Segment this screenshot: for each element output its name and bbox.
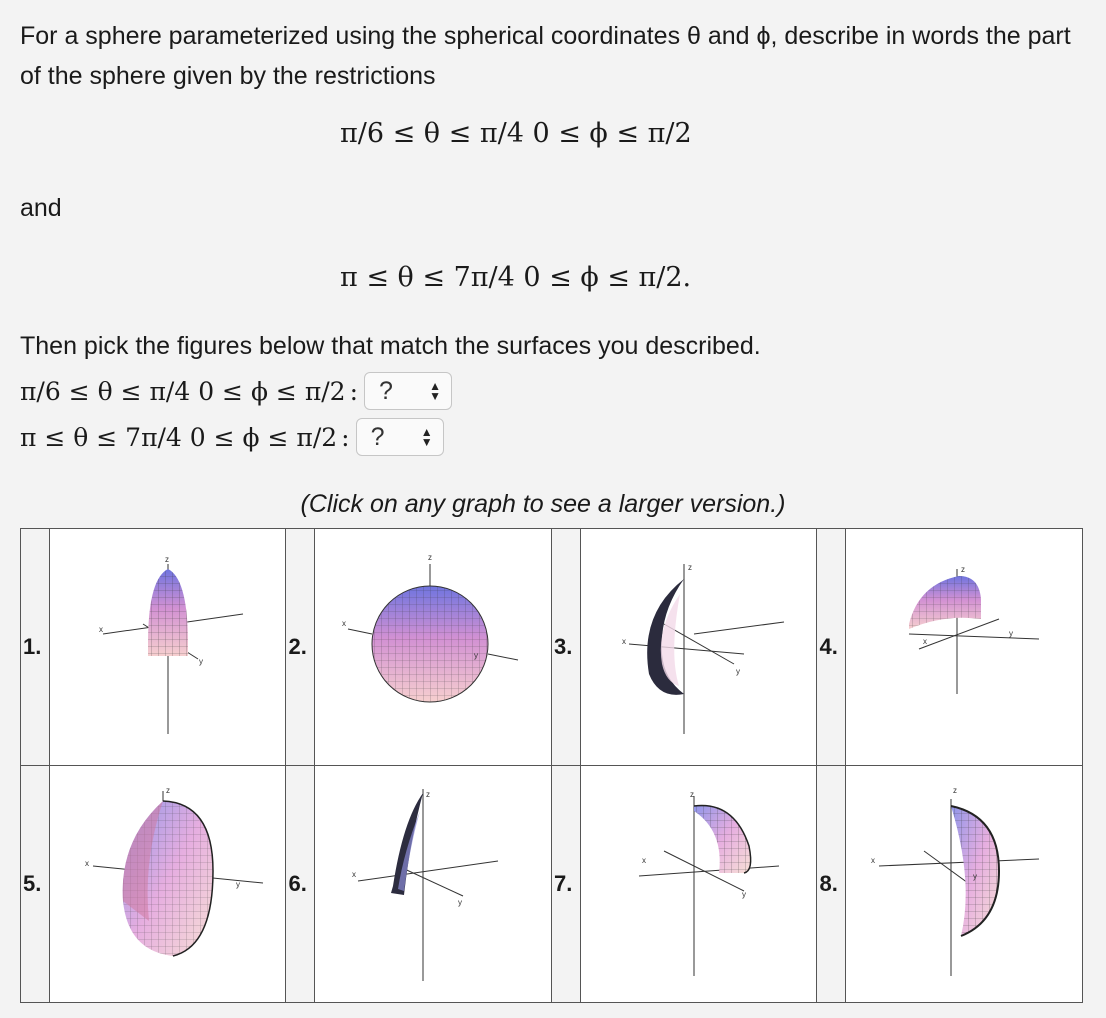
answer-select-1-value: ? <box>379 376 393 405</box>
surface-quarter-shell-icon <box>584 771 814 997</box>
svg-text:x: x <box>621 637 626 646</box>
svg-text:x: x <box>641 856 646 865</box>
figure-number: 2. <box>286 529 315 766</box>
figure-8[interactable] <box>846 766 1083 1003</box>
answer-colon-2: : <box>341 422 350 452</box>
surface-half-shell-icon <box>849 771 1079 997</box>
answer-select-2-value: ? <box>370 422 385 451</box>
instruction-text: Then pick the figures below that match the surfaces you described. <box>20 332 761 360</box>
figure-number: 3. <box>551 529 580 766</box>
figure-3[interactable] <box>580 529 817 766</box>
answer-select-2[interactable] <box>356 418 444 456</box>
svg-text:z: z <box>961 565 966 574</box>
click-note: (Click on any graph to see a larger version.) <box>300 490 786 518</box>
restriction-equation-1: π/6 ≤ θ ≤ π/4 0 ≤ ϕ ≤ π/2 <box>340 118 692 149</box>
surface-narrow-wedge-icon <box>53 534 283 760</box>
answer-row-1 <box>20 372 452 410</box>
surface-full-sphere-icon <box>318 534 548 760</box>
svg-text:x: x <box>342 619 347 628</box>
and-text: and <box>20 194 62 222</box>
figure-7[interactable] <box>580 766 817 1003</box>
figure-number: 6. <box>286 766 315 1003</box>
svg-text:z: z <box>428 553 433 562</box>
svg-text:z: z <box>165 786 170 795</box>
svg-text:y: y <box>198 657 203 666</box>
answer-row-2 <box>20 418 444 456</box>
svg-text:x: x <box>923 637 928 646</box>
figure-4[interactable] <box>846 529 1083 766</box>
figure-number: 8. <box>817 766 846 1003</box>
svg-text:x: x <box>352 870 357 879</box>
svg-text:y: y <box>458 898 463 907</box>
figure-5[interactable] <box>49 766 286 1003</box>
surface-upper-cap-icon <box>849 534 1079 760</box>
svg-text:y: y <box>741 890 746 899</box>
figure-grid <box>20 528 1083 1003</box>
figure-2[interactable] <box>315 529 552 766</box>
surface-half-sphere-icon <box>53 771 283 997</box>
answer-colon-1: : <box>349 376 359 406</box>
answer-select-1[interactable] <box>364 372 452 410</box>
svg-text:y: y <box>1009 629 1014 638</box>
svg-text:z: z <box>426 790 431 799</box>
svg-text:y: y <box>474 651 479 660</box>
restriction-equation-2: π ≤ θ ≤ 7π/4 0 ≤ ϕ ≤ π/2. <box>340 262 692 293</box>
figure-number: 4. <box>817 529 846 766</box>
svg-text:x: x <box>98 625 103 634</box>
svg-text:z: z <box>689 790 694 799</box>
figure-number: 1. <box>21 529 50 766</box>
svg-text:z: z <box>953 786 958 795</box>
updown-arrows-icon: ▲ ▼ <box>429 379 442 403</box>
svg-text:y: y <box>973 872 978 881</box>
svg-text:y: y <box>735 667 740 676</box>
question-text: For a sphere parameterized using the spherical coordinates θ and ϕ, describe in words the part of the sphere given by the restrictions <box>20 22 1071 90</box>
svg-text:x: x <box>871 856 876 865</box>
answer-label-1: π/6 ≤ θ ≤ π/4 0 ≤ ϕ ≤ π/2 <box>20 376 346 406</box>
answer-label-2: π ≤ θ ≤ 7π/4 0 ≤ ϕ ≤ π/2 <box>20 422 338 452</box>
svg-text:z: z <box>687 563 692 572</box>
svg-text:x: x <box>84 859 89 868</box>
figure-number: 7. <box>551 766 580 1003</box>
updown-arrows-icon: ▲ ▼ <box>420 425 433 449</box>
svg-text:y: y <box>235 880 240 889</box>
svg-text:z: z <box>164 555 169 564</box>
surface-thin-strip-icon <box>318 771 548 997</box>
figure-number: 5. <box>21 766 50 1003</box>
figure-1[interactable] <box>49 529 286 766</box>
surface-crescent-icon <box>584 534 814 760</box>
figure-6[interactable] <box>315 766 552 1003</box>
